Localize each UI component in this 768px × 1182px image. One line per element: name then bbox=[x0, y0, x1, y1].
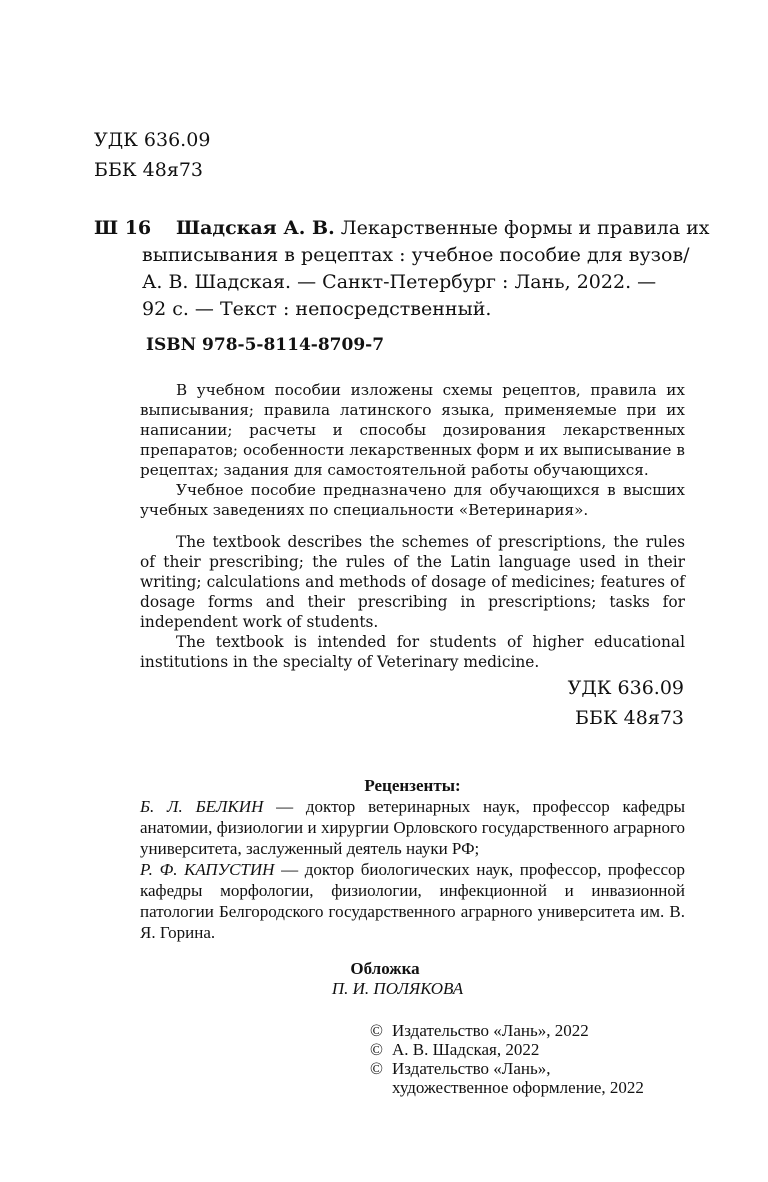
bbk-code-bottom: ББК 48я73 bbox=[574, 707, 684, 729]
entry-line-4: 92 с. — Текст : непосредственный. bbox=[142, 298, 492, 320]
copyright-block bbox=[370, 1021, 644, 1097]
udk-code: УДК 636.09 bbox=[94, 129, 211, 151]
copyright-text-3: Издательство «Лань», bbox=[392, 1059, 551, 1078]
cover-artist: П. И. ПОЛЯКОВА bbox=[331, 979, 464, 998]
isbn: ISBN 978-5-8114-8709-7 bbox=[146, 335, 385, 355]
copyright-text-2: А. В. Шадская, 2022 bbox=[392, 1040, 540, 1059]
copyright-line-2 bbox=[370, 1040, 644, 1059]
copyright-icon: © bbox=[370, 1040, 383, 1059]
copyright-text-1: Издательство «Лань», 2022 bbox=[392, 1021, 589, 1040]
cover-credit bbox=[140, 959, 685, 999]
udk-bottom-block bbox=[568, 673, 684, 733]
reviewer-2-description: — доктор биологических наук, профессор, профессор кафедры морфологии, физиологии, инфекционной и инвазионной патологии Белгородского государственного аграрного университета им. В. Я. Горина. bbox=[140, 860, 685, 942]
entry-title-start: Лекарственные формы и правила их bbox=[334, 217, 710, 239]
entry-line-1 bbox=[94, 215, 710, 242]
udk-code-bottom: УДК 636.09 bbox=[567, 677, 684, 699]
annotation-english bbox=[140, 532, 685, 672]
annotation-ru-paragraph-1: В учебном пособии изложены схемы рецептов, правила их выписывания; правила латинского языка, применяемые при их написании; расчеты и способы дозирования лекарственных препаратов; особенности лекарственных форм и их выписывание в рецептах; задания для самостоятельной работы обучающихся. bbox=[140, 381, 685, 479]
reviewers-block bbox=[140, 775, 685, 943]
annotation-en-paragraph-1: The textbook describes the schemes of prescriptions, the rules of their prescribing; the rules of the Latin language used in their writing; calculations and methods of dosage of medicines; features of dosage forms and their prescribing in prescriptions; tasks for independent work of students. bbox=[140, 533, 685, 631]
annotation-en-paragraph-2: The textbook is intended for students of higher educational institutions in the specialty of Veterinary medicine. bbox=[140, 633, 685, 671]
copyright-icon: © bbox=[370, 1059, 383, 1078]
entry-line-3: А. В. Шадская. — Санкт-Петербург : Лань, 2022. — bbox=[142, 271, 657, 293]
reviewer-2-name: Р. Ф. КАПУСТИН bbox=[140, 860, 275, 879]
reviewer-2 bbox=[140, 859, 685, 943]
reviewer-1-name: Б. Л. БЕЛКИН bbox=[140, 797, 264, 816]
reviewer-1 bbox=[140, 796, 685, 859]
annotation-ru-paragraph-2: Учебное пособие предназначено для обучающихся в высших учебных заведениях по специальности «Ветеринария». bbox=[140, 481, 685, 519]
copyright-icon: © bbox=[370, 1021, 383, 1040]
reviewer-1-description: — доктор ветеринарных наук, профессор кафедры анатомии, физиологии и хирургии Орловского государственного аграрного университета, заслуженный деятель науки РФ; bbox=[140, 797, 686, 858]
bibliographic-entry bbox=[94, 215, 710, 323]
entry-line-2: выписывания в рецептах : учебное пособие для вузов/ bbox=[142, 244, 690, 266]
annotation-russian bbox=[140, 380, 685, 520]
reviewers-heading: Рецензенты: bbox=[364, 776, 461, 795]
copyright-line-4: художественное оформление, 2022 bbox=[392, 1078, 644, 1097]
author-mark: Ш 16 bbox=[94, 217, 152, 239]
entry-author: Шадская А. В. bbox=[176, 217, 335, 239]
copyright-line-3 bbox=[370, 1059, 644, 1078]
copyright-line-1 bbox=[370, 1021, 644, 1040]
cover-heading: Обложка bbox=[350, 959, 420, 978]
udk-top-block bbox=[94, 125, 210, 185]
bbk-code: ББК 48я73 bbox=[94, 159, 204, 181]
